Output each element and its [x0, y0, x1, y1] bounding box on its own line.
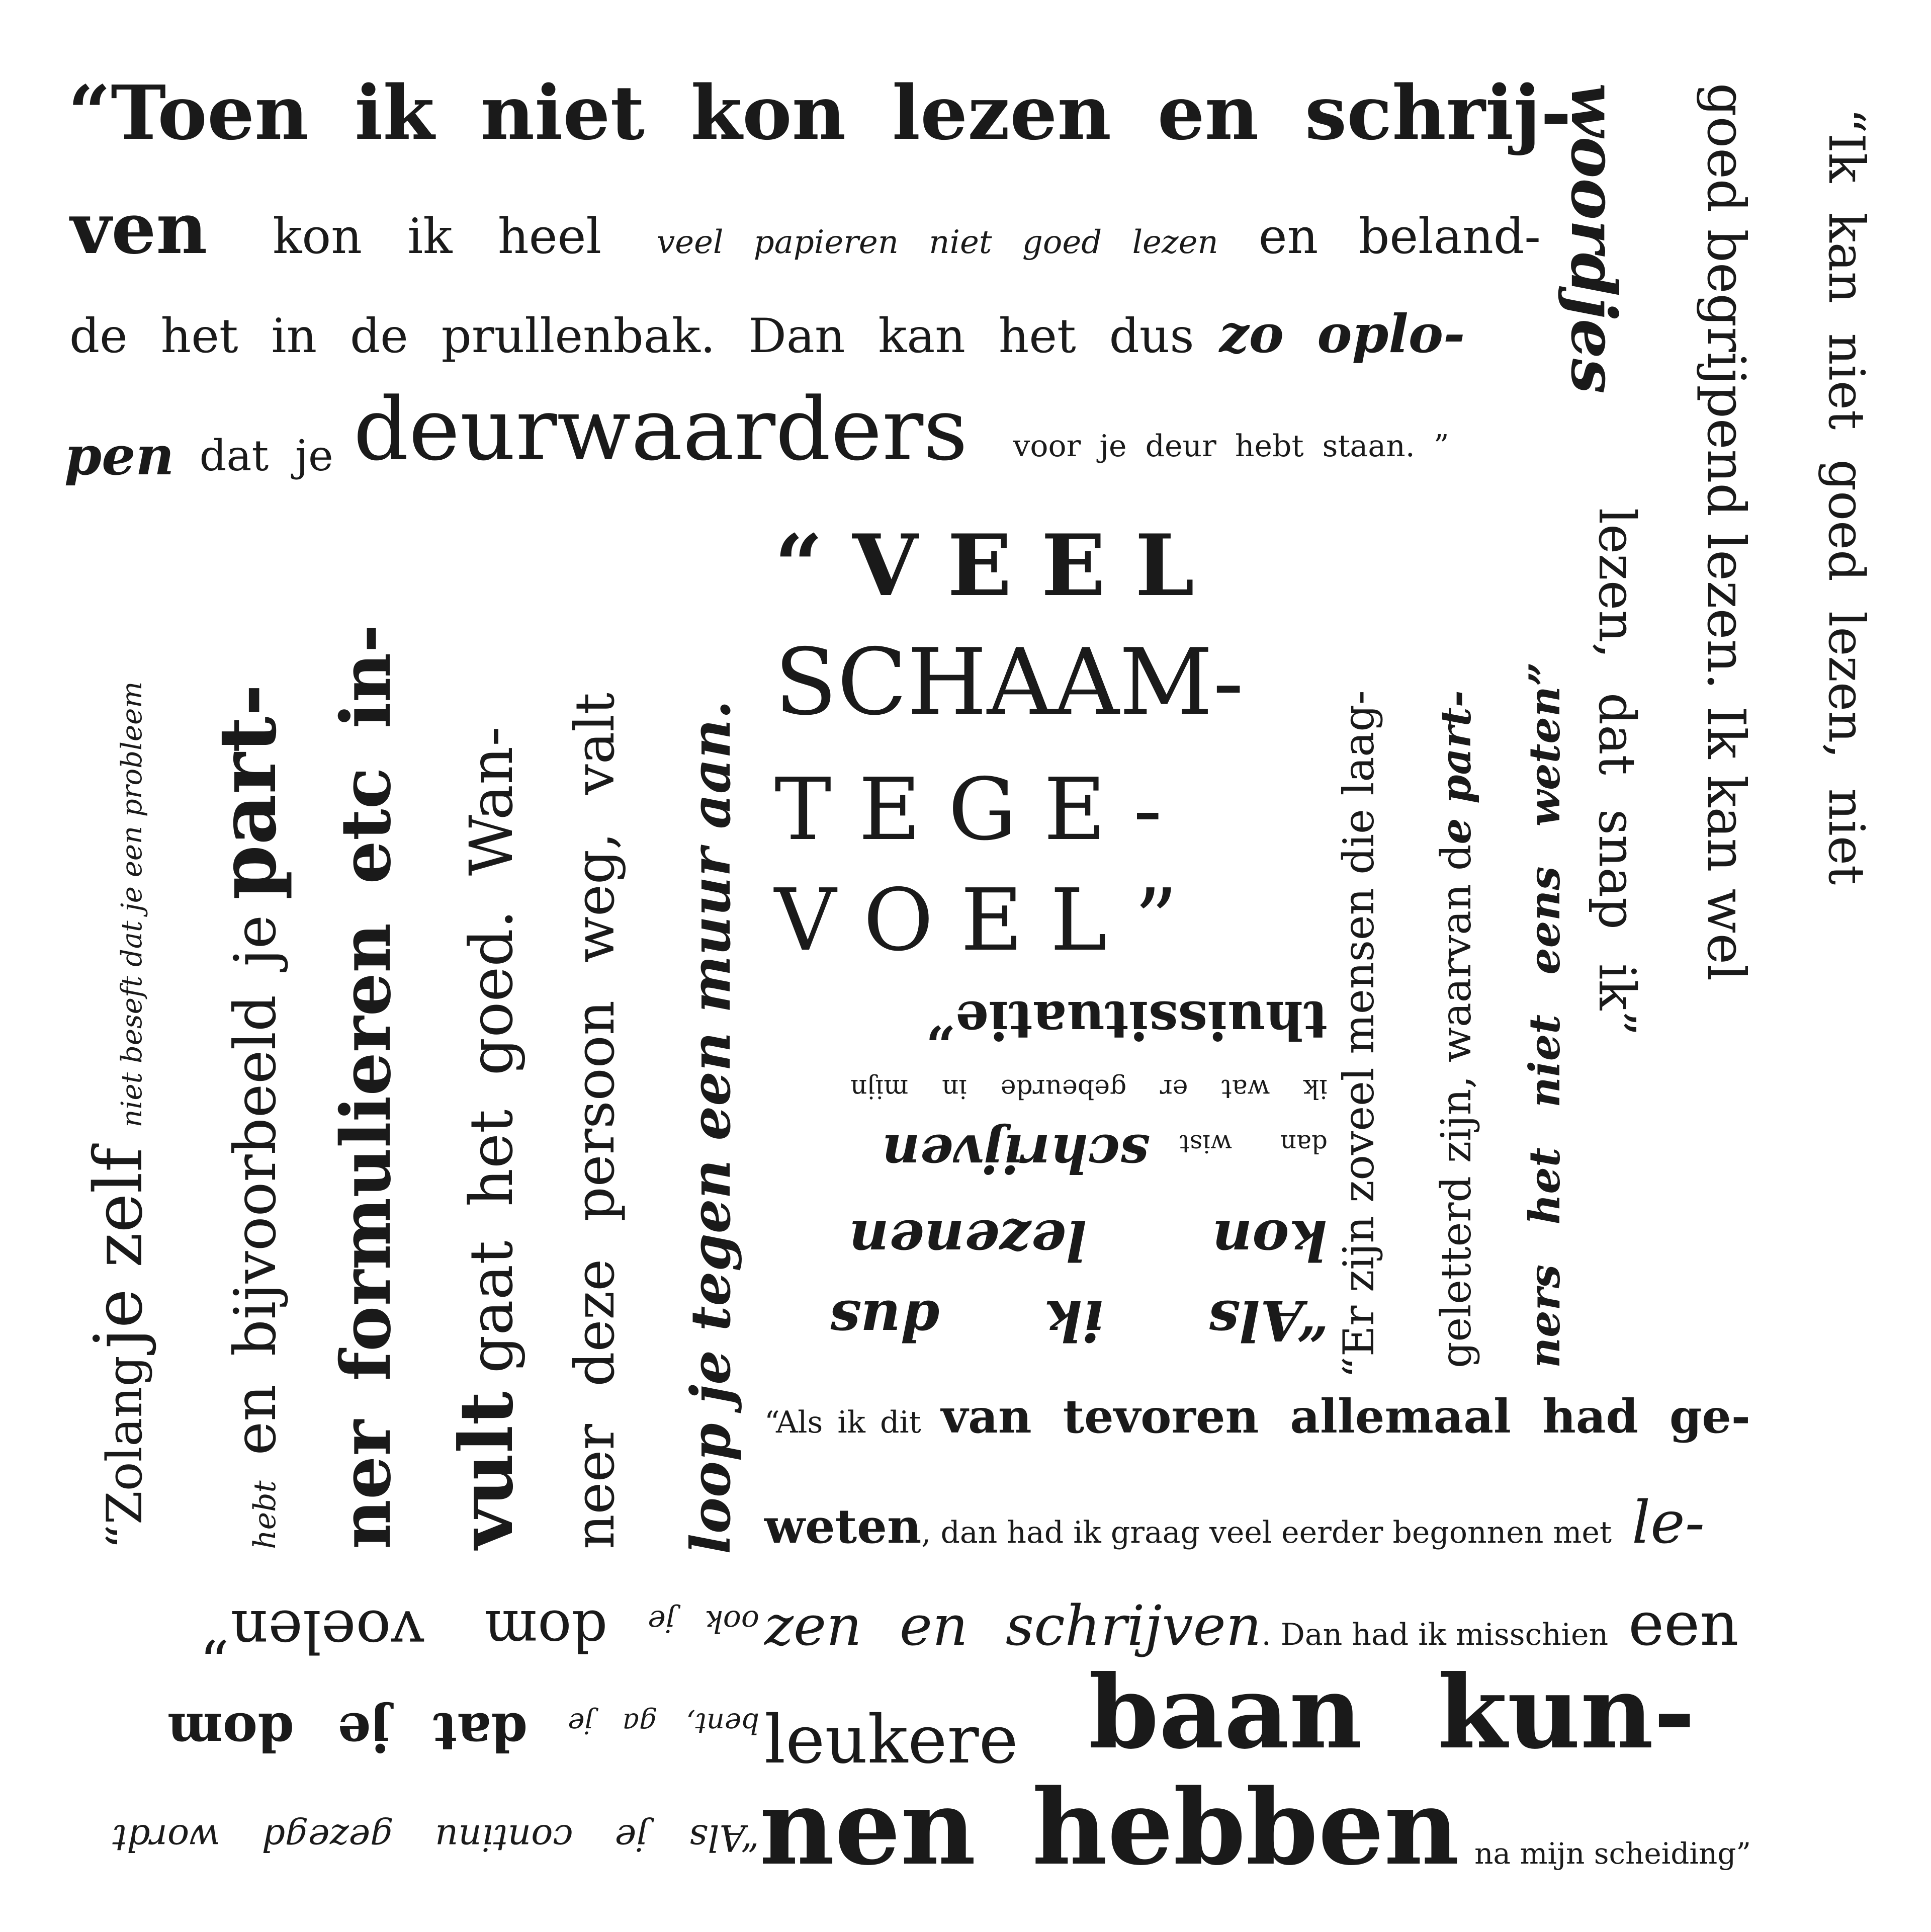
quote1-line1-text: “Toen ik niet kon lezen en schrij- [68, 69, 1572, 156]
quote3-column5 [564, 692, 627, 1549]
quote6-geletterd: geletterd zijn, waarvan d [1433, 844, 1480, 1368]
quote3-zolang: “Zolang [97, 1356, 153, 1549]
quote5-schrijven: schrijven [882, 1123, 1150, 1185]
quote1-prullenbak: de het in de prullenbak. Dan kan het dus [69, 309, 1194, 364]
quote8-bent-ga-je: bent, ga je [568, 1707, 759, 1739]
quote5-wat-er-gebeurde: ik wat er gebeurde in mijn [850, 1073, 1328, 1104]
quote7-line2 [764, 1489, 1705, 1557]
quote7-line4 [764, 1653, 1696, 1779]
quote3-ner-formulieren: ner formulieren etc in- [326, 624, 406, 1549]
quote4-voel: V O E L ” [774, 871, 1178, 970]
quote7-een: een [1628, 1589, 1739, 1659]
quote1-ven: ven [70, 188, 208, 270]
quote3-hebt: hebt [247, 1480, 283, 1549]
quote3-column1 [80, 681, 157, 1549]
quote4-line4 [774, 871, 1178, 970]
quote4-line1 [774, 516, 1195, 615]
quote3-column2 [202, 684, 294, 1549]
quote7-misschien: . Dan had ik misschien [1261, 1617, 1609, 1652]
quote1-kon-ik-heel: kon ik heel [273, 208, 602, 265]
quote5-line5 [829, 1288, 1328, 1353]
quote4-line2 [774, 629, 1244, 735]
quote-als-ik-dus-upside-down [769, 986, 1328, 1368]
quote5-dan-wist: dan wist [1179, 1129, 1328, 1158]
quote3-muur-aan: loop je tegen een muur aan. [679, 700, 743, 1554]
quote3-gaat-het-goed: gaat het goed. Wan- [457, 726, 526, 1374]
quote7-na-mijn-scheiding: na mijn scheiding” [1474, 1836, 1751, 1871]
quote3-niet-beseft: niet beseft dat je een probleem [116, 681, 148, 1128]
quote6-column3 [1520, 661, 1569, 1368]
quote4-line3 [774, 760, 1162, 860]
quote3-column3 [326, 624, 406, 1549]
quote7-baan-kun: baan kun- [1088, 1653, 1696, 1772]
quote4-tege: T E G E - [774, 760, 1162, 860]
quote7-als-ik-dit: “Als ik dit [764, 1405, 921, 1440]
quote5-als-ik-dus: “Als ik dus [829, 1288, 1328, 1353]
quote1-dat-je: dat je [199, 431, 333, 480]
quote1-line4 [64, 379, 1449, 487]
quote5-line2 [850, 1075, 1328, 1102]
quote1-veel-papieren: veel papieren niet goed lezen [657, 224, 1218, 261]
quote5-thuissituatie: thuissituatie” [925, 989, 1328, 1051]
quote8-als-je-continu: “Als je continu gezegd wordt [112, 1817, 759, 1859]
quote1-en-beland: en beland- [1258, 208, 1541, 265]
quote3-vult: vult [444, 1391, 530, 1549]
quote1-pen: pen [64, 424, 174, 487]
quote1-line2 [70, 188, 1541, 270]
quote8-dat-je-dom: dat je dom [167, 1701, 528, 1763]
quote1-line1 [68, 69, 1572, 156]
quote8-line2 [167, 1701, 759, 1763]
quote8-voelen: voelen” [201, 1597, 424, 1665]
quote3-column4 [444, 726, 530, 1549]
quote8-line1 [112, 1817, 759, 1859]
quote2-lezen-dat-snap-column [1588, 508, 1646, 1036]
quote5-line1 [925, 989, 1328, 1051]
quote7-line3 [764, 1589, 1739, 1659]
quote6-column2 [1432, 690, 1480, 1368]
quote-als-je-continu-upside-down [75, 1574, 759, 1876]
quote7-le: le- [1631, 1489, 1705, 1557]
quote7-nen-hebben: nen hebben [759, 1767, 1460, 1888]
quote3-part: part- [202, 684, 294, 900]
quote5-kon-lezenen: kon lezenen [848, 1208, 1328, 1273]
quote3-deze-persoon: neer deze persoon weg, valt [564, 692, 627, 1549]
quote1-voor-je-deur: voor je deur hebt staan. ” [1013, 429, 1449, 464]
quote6-part: e part- [1432, 690, 1480, 845]
quote2-ik-kan-niet-column [1817, 108, 1875, 885]
quote7-line1 [764, 1389, 1750, 1444]
quote1-deurwaarders: deurwaarders [353, 379, 968, 480]
quote7-dan-had-ik-graag: , dan had ik graag veel eerder begonnen met [921, 1515, 1612, 1550]
quote5-line4 [848, 1208, 1328, 1273]
quote6-ners-het-niet: ners het niet eens weten” [1520, 661, 1569, 1368]
quote8-ook-je: ook je [648, 1604, 759, 1639]
quote2-ik-kan-niet-goed: “Ik kan niet goed lezen, niet [1817, 108, 1875, 885]
quote4-veel: “ V E E L [774, 516, 1195, 615]
quote2-woordjes: woordjes [1557, 83, 1630, 394]
quote2-goed-begrijpend-column [1696, 83, 1757, 981]
quote7-van-tevoren: van tevoren allemaal had ge- [941, 1389, 1750, 1444]
quote2-goed-begrijpend: goed begrijpend lezen. Ik kan wel [1696, 83, 1757, 981]
quote1-zo-oplo: zo oplo- [1219, 303, 1465, 365]
quote2-woordjes-column [1557, 83, 1630, 394]
quote3-je-zelf: je zelf [80, 1147, 157, 1349]
quote1-line3 [69, 303, 1465, 365]
quote4-schaam: SCHAAM- [774, 629, 1244, 735]
quote2-lezen-dat-snap-ik: lezen, dat snap ik” [1588, 508, 1646, 1036]
quote7-line5 [759, 1767, 1751, 1888]
quote6-column1 [1334, 690, 1383, 1378]
quote6-zoveel-mensen: “Er zijn zoveel mensen die laag- [1334, 690, 1383, 1378]
quote7-weten: weten [764, 1499, 922, 1554]
quote8-dom: dom [484, 1598, 608, 1663]
quote7-zen-en-schrijven: zen en schrijven [764, 1593, 1262, 1658]
quote3-column6 [679, 700, 743, 1554]
quote8-line3 [201, 1597, 759, 1665]
quote5-line3 [882, 1123, 1328, 1185]
quote3-bijvoorbeeld: en bijvoorbeeld je [222, 914, 289, 1456]
quote7-leukere: leukere [764, 1701, 1018, 1779]
